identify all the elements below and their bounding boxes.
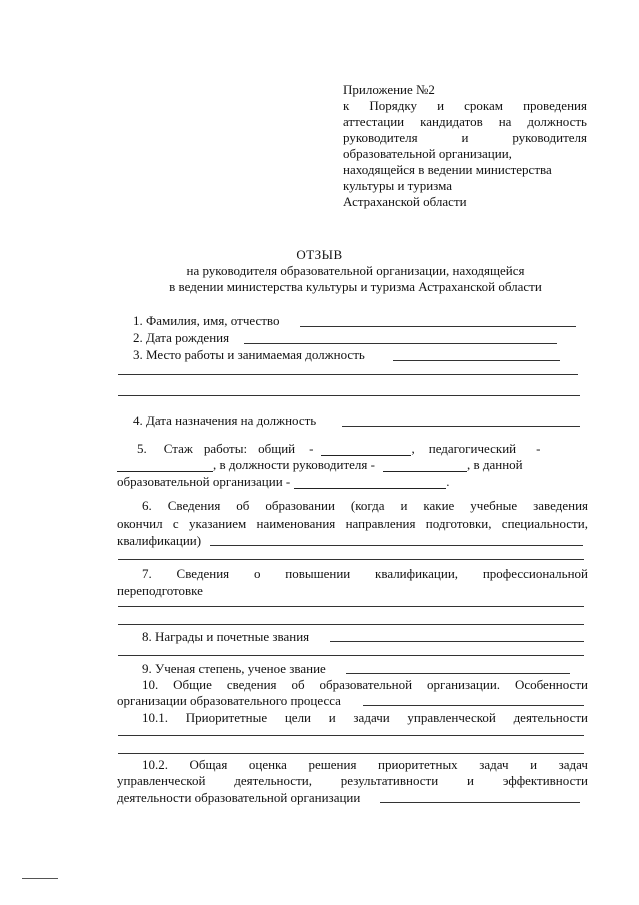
item-5-line3 — [117, 474, 450, 489]
appendix-line: находящейся в ведении министерства — [343, 162, 552, 177]
word: учебные — [470, 498, 518, 513]
word: об — [291, 677, 305, 692]
word: эффективности — [502, 773, 588, 788]
word: аттестации — [343, 114, 405, 129]
word: 10.1. — [142, 710, 168, 725]
word: квалификации, — [375, 566, 459, 581]
text: . — [446, 474, 450, 489]
word: какие — [423, 498, 455, 513]
item-7-line2: переподготовке — [117, 583, 203, 598]
item-6-line3: квалификации) — [117, 533, 202, 548]
word: оценка — [248, 757, 287, 772]
item-7-field-line[interactable] — [118, 624, 584, 625]
experience-org-field[interactable] — [294, 477, 446, 489]
word: деятельности — [513, 710, 588, 725]
word: наименования — [256, 516, 336, 531]
word: результативности — [340, 773, 439, 788]
doc-title: ОТЗЫВ — [296, 247, 343, 262]
item-6-line1 — [142, 498, 588, 513]
text: , в данной — [466, 457, 523, 472]
word: Общая — [189, 757, 228, 772]
word: кандидатов — [420, 114, 483, 129]
item-3-field-line[interactable] — [118, 395, 580, 396]
appendix-title: Приложение №2 — [343, 82, 435, 97]
word: на — [498, 114, 512, 129]
item-7-field-line[interactable] — [118, 606, 584, 607]
word: педагогический — [428, 441, 517, 456]
word: и — [530, 757, 538, 772]
doc-subtitle-line1: на руководителя образовательной организации, находящейся — [186, 263, 525, 278]
item-9-field[interactable] — [346, 673, 570, 674]
word: Особенности — [514, 677, 588, 692]
word: 7. — [142, 566, 152, 581]
word: повышении — [285, 566, 351, 581]
item-8-field[interactable] — [330, 641, 584, 642]
word: и — [400, 498, 408, 513]
word: цели — [284, 710, 312, 725]
item-10-field[interactable] — [363, 705, 584, 706]
item-10-line2: организации образовательного процесса — [117, 693, 341, 708]
word: задачи — [353, 710, 390, 725]
word: организации. — [427, 677, 501, 692]
item-3-label: 3. Место работы и занимаемая должность — [133, 347, 365, 362]
word: и — [328, 710, 336, 725]
word: 10.2. — [142, 757, 168, 772]
word: о — [253, 566, 261, 581]
word: Порядку — [369, 98, 418, 113]
word: управленческой — [117, 773, 206, 788]
item-10-2-field[interactable] — [380, 802, 580, 803]
word: об — [236, 498, 250, 513]
word: образовательной — [319, 677, 413, 692]
item-10-1-field-line[interactable] — [118, 753, 584, 754]
text: , в должности руководителя - — [213, 457, 375, 472]
appendix-line — [343, 130, 587, 145]
item-3-field[interactable] — [393, 360, 560, 361]
item-6-line2 — [117, 516, 588, 531]
text: образовательной организации - — [117, 474, 291, 489]
word: задач — [558, 757, 588, 772]
word: и — [467, 773, 474, 788]
word: указанием — [188, 516, 247, 531]
item-10-1-field-line[interactable] — [118, 735, 584, 736]
word: профессиональной — [482, 566, 588, 581]
item-7-line1 — [142, 566, 588, 581]
word: 5. — [137, 441, 147, 456]
word: - — [309, 441, 314, 456]
word: специальности, — [501, 516, 588, 531]
word: (когда — [350, 498, 385, 513]
word: руководителя — [343, 130, 418, 145]
word: окончил — [117, 516, 163, 531]
word: направления — [345, 516, 416, 531]
appendix-line: образовательной организации, — [343, 146, 512, 161]
word: Стаж — [163, 441, 193, 456]
word: руководителя — [512, 130, 587, 145]
item-10-1-line1 — [142, 710, 588, 725]
word: управленческой — [407, 710, 496, 725]
item-10-2-line2 — [117, 773, 588, 788]
word: приоритетных — [377, 757, 458, 772]
word: и — [461, 130, 469, 145]
item-9-label: 9. Ученая степень, ученое звание — [142, 661, 326, 676]
item-3-field-line[interactable] — [118, 374, 578, 375]
word: к — [343, 98, 350, 113]
item-6-field-line[interactable] — [118, 559, 584, 560]
word: должность — [527, 114, 587, 129]
appendix-line — [343, 98, 587, 113]
experience-total-field[interactable] — [321, 444, 411, 456]
comma: , — [411, 441, 415, 456]
word: - — [536, 441, 541, 456]
item-5-line1 — [137, 441, 587, 456]
word: срокам — [464, 98, 503, 113]
word: и — [437, 98, 445, 113]
doc-subtitle-line2: в ведении министерства культуры и туризма Астраханской области — [169, 279, 542, 294]
item-10-2-line3: деятельности образовательной организации — [117, 790, 361, 805]
item-5-line2 — [117, 457, 587, 472]
item-1-label: 1. Фамилия, имя, отчество — [133, 313, 280, 328]
word: задач — [479, 757, 509, 772]
word: заведения — [533, 498, 588, 513]
word: проведения — [523, 98, 587, 113]
appendix-line — [343, 114, 587, 129]
word: решения — [308, 757, 357, 772]
appendix-line: культуры и туризма — [343, 178, 453, 193]
item-4-field[interactable] — [342, 426, 580, 427]
word: сведения — [226, 677, 277, 692]
word: образовании — [265, 498, 335, 513]
item-8-label: 8. Награды и почетные звания — [142, 629, 310, 644]
experience-head-field[interactable] — [383, 460, 467, 472]
item-10-2-line1 — [142, 757, 588, 772]
experience-teaching-field[interactable] — [117, 460, 213, 472]
word: 6. — [142, 498, 152, 513]
word: 10. — [142, 677, 159, 692]
word: Общие — [173, 677, 212, 692]
word: работы: — [203, 441, 248, 456]
word: подготовки, — [425, 516, 492, 531]
item-1-field[interactable] — [300, 326, 576, 327]
scan-mark — [22, 878, 58, 879]
word: Сведения — [176, 566, 230, 581]
word: с — [172, 516, 179, 531]
word: Приоритетные — [185, 710, 268, 725]
item-6-field[interactable] — [210, 545, 583, 546]
word: Сведения — [167, 498, 221, 513]
item-8-field-line[interactable] — [118, 655, 584, 656]
word: деятельности, — [234, 773, 312, 788]
word: общий — [258, 441, 296, 456]
item-4-label: 4. Дата назначения на должность — [133, 413, 317, 428]
appendix-line: Астраханской области — [343, 194, 467, 209]
item-2-field[interactable] — [244, 343, 557, 344]
item-2-label: 2. Дата рождения — [133, 330, 230, 345]
item-10-line1 — [142, 677, 588, 692]
